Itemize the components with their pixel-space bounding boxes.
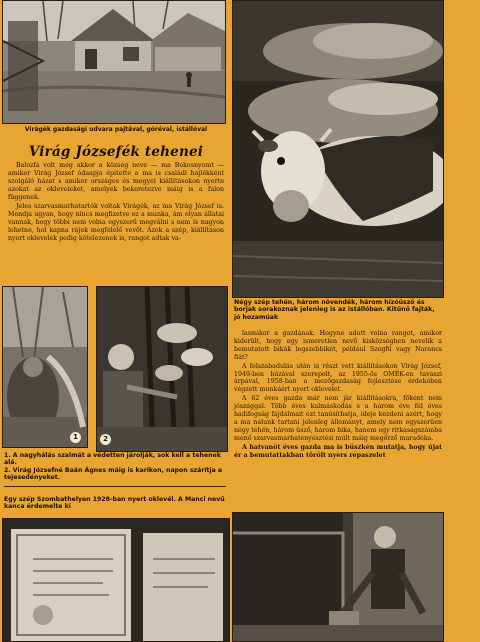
farm-yard-caption: Virágék gazdasági udvara pajtával, góréval, istállóval	[24, 126, 208, 133]
article-paragraph: A hatvanöt éves gazda ma is büszkén mutatja, hogy újat ér a bemutattakban tőrölt nyers répaszelet	[234, 443, 442, 459]
dishes-photo	[96, 286, 228, 452]
article-paragraph: A felszabadulás után is részt vett kiállításokon Virág József, 1949-ben húzával szerepelt, az 1955-ös OMÉK-en tavaszi árpával, 1958-ban a mezőgazdaság fejlesztése érdekében végzett munkáért nyert oklevelet.	[234, 362, 442, 394]
farmer-photo	[232, 512, 444, 642]
cows-photo	[232, 0, 444, 298]
article-paragraph: A 62 éves gazda már nem jár kiállításokra, főként nem jószággal. Több éves kalmáskodás s a három éve fél éves hadifogság fájdalmait ezt tanúsíthatja, ideje kezdeni azért, hogy a ma nálunk tartani jelenleg állományt, amely nem egyszerűen négy tehén, három üsző, három bika, hanem egy ritkaságszámba menő szarvasmarhatenyésztési múlt máig megőrző maradéka.	[234, 395, 442, 442]
diploma-caption: Egy szép Szombathelyen 1928-ban nyert oklevél. A Manci nevű kanca érdemelte ki	[4, 496, 225, 511]
photo-number-badge: 1	[70, 432, 81, 443]
diploma-photo	[2, 518, 230, 642]
cows-caption: Négy szép tehén, három növendék, három hízóüsző és borjak sorakoznak jelenleg is az istállóban. Kitűnő fajták, jó hozamúak	[234, 299, 435, 321]
photos-1-2-caption: 1. A nagyhálás szalmát a védetten járolják, sok kell a tehenek alá. 2. Virág Józsefné Baán Ágnes máig is karikon, napon szárítja a tejesedényeket.	[4, 452, 223, 482]
farm-yard-photo	[2, 0, 226, 124]
article-paragraph: Balozfa volt még akkor a község neve — ma Bokosnyomt — amikor Virág József ódaapja építette a ma is családi hajlékként szolgáló házat s amikor országos és megyei kiállításokon nyerte azokat az okleveleket, amelyek bekeretezve máig is a falon függenek.	[8, 162, 224, 202]
article-paragraph: Jeles szarvasmarhatartók voltak Virágék, az ma Virág József is. Mondja ugyan, hogy nincs megfizetve ez a munka, ám olyan állatai vannak, hogy többi nem volna egyszerű megválni s nem is nagyon lehetne, hol kapna rájuk megfelelő vevőt. Azok a szép, kiállításon nyert oklevelek pedig kötelezenek is, rangot adtak va-	[8, 203, 224, 243]
article-paragraph: lasmikor a gazdának. Hogyne adott volna rangot, amikor kiderült, hogy egy ismeretlen nevű kisközségben nevelik a bemutatott bikák legszebbikét, például Szegfű vagy Narancs fiát?	[234, 330, 442, 361]
article-text-right	[234, 330, 442, 461]
photo-number-badge: 2	[100, 434, 111, 445]
article-text-left	[8, 162, 224, 244]
article-headline: Virág Józsefék tehenei	[28, 144, 204, 160]
divider	[4, 486, 226, 487]
straw-photo	[2, 286, 88, 448]
